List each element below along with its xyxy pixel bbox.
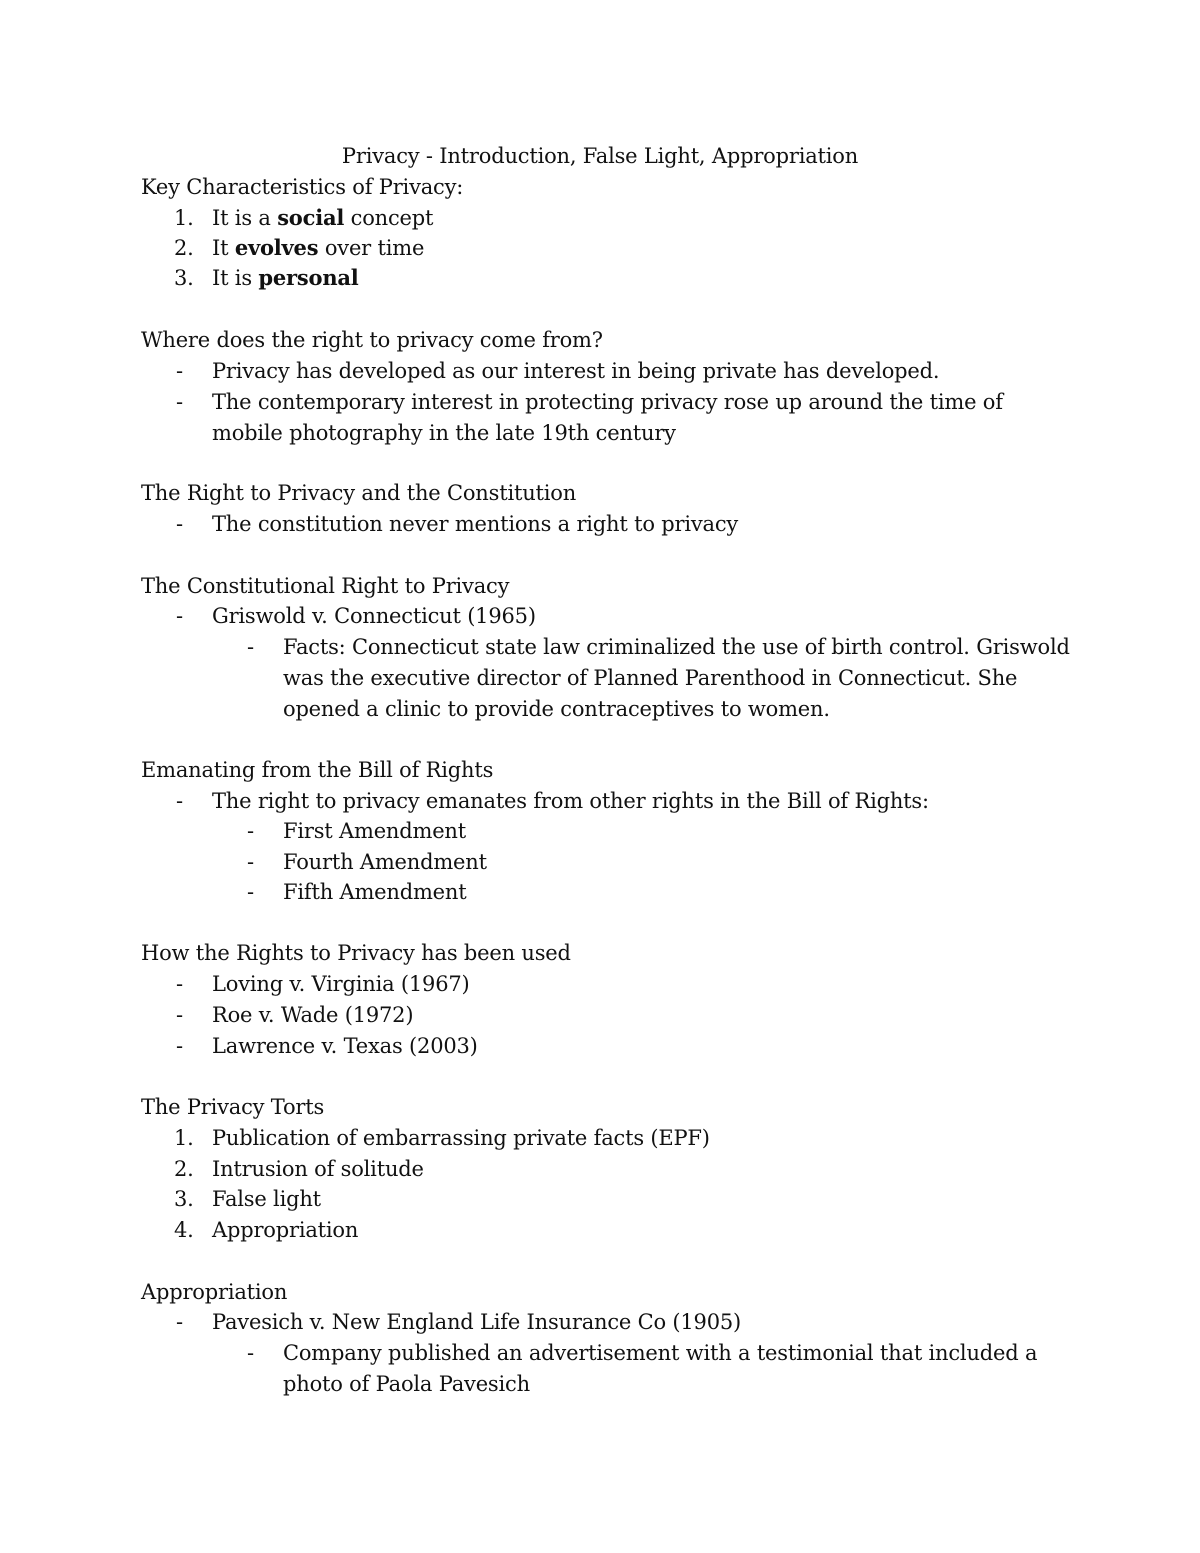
bullet-dash: -: [176, 512, 183, 536]
list-item: It evolves over time: [212, 235, 425, 260]
bullet-item: The constitution never mentions a right to privacy: [212, 512, 739, 536]
sub-bullet-item: First Amendment: [283, 819, 466, 843]
bullet-item: Pavesich v. New England Life Insurance Co (1905): [212, 1310, 742, 1334]
list-marker: 1.: [174, 206, 194, 230]
bullet-item-continued: mobile photography in the late 19th century: [212, 421, 676, 445]
sub-bullet-item-continued: opened a clinic to provide contraceptives to women.: [283, 697, 830, 721]
list-item: Appropriation: [212, 1218, 359, 1242]
sub-bullet-item: Fifth Amendment: [283, 880, 467, 904]
section-heading-torts: The Privacy Torts: [141, 1095, 325, 1119]
page-title: Privacy - Introduction, False Light, Appropriation: [341, 144, 859, 168]
list-marker: 2.: [174, 236, 194, 260]
sub-bullet-dash: -: [247, 635, 254, 659]
list-item: It is a social concept: [212, 205, 434, 230]
section-heading-emanating: Emanating from the Bill of Rights: [141, 758, 494, 782]
sub-bullet-dash: -: [247, 880, 254, 904]
bold-term: social: [277, 205, 345, 230]
list-marker: 2.: [174, 1157, 194, 1181]
section-heading-constitution: The Right to Privacy and the Constitution: [141, 481, 577, 505]
bullet-dash: -: [176, 604, 183, 628]
bold-term: personal: [258, 265, 359, 290]
bullet-dash: -: [176, 1034, 183, 1058]
list-item: It is personal: [212, 265, 359, 290]
bullet-item: Roe v. Wade (1972): [212, 1003, 414, 1027]
list-marker: 3.: [174, 266, 194, 290]
sub-bullet-item: Company published an advertisement with a testimonial that included a: [283, 1341, 1038, 1365]
sub-bullet-dash: -: [247, 1341, 254, 1365]
section-heading-used: How the Rights to Privacy has been used: [141, 941, 571, 965]
section-heading-constitutional-right: The Constitutional Right to Privacy: [141, 574, 510, 598]
list-item: False light: [212, 1187, 321, 1211]
bullet-item: Griswold v. Connecticut (1965): [212, 604, 536, 628]
sub-bullet-item: Fourth Amendment: [283, 850, 487, 874]
section-heading-origin: Where does the right to privacy come from?: [141, 328, 603, 352]
bullet-dash: -: [176, 390, 183, 414]
section-heading-key-characteristics: Key Characteristics of Privacy:: [141, 175, 464, 199]
section-heading-appropriation: Appropriation: [141, 1280, 288, 1304]
bold-term: evolves: [234, 235, 319, 260]
sub-bullet-item: Facts: Connecticut state law criminalized the use of birth control. Griswold: [283, 635, 1070, 659]
bullet-dash: -: [176, 1310, 183, 1334]
bullet-item: Loving v. Virginia (1967): [212, 972, 470, 996]
list-marker: 1.: [174, 1126, 194, 1150]
list-marker: 4.: [174, 1218, 194, 1242]
bullet-item: Lawrence v. Texas (2003): [212, 1034, 478, 1058]
list-item: Publication of embarrassing private facts (EPF): [212, 1126, 710, 1150]
bullet-item: The contemporary interest in protecting privacy rose up around the time of: [212, 390, 1003, 414]
bullet-dash: -: [176, 359, 183, 383]
bullet-dash: -: [176, 789, 183, 813]
bullet-dash: -: [176, 972, 183, 996]
sub-bullet-item-continued: photo of Paola Pavesich: [283, 1372, 530, 1396]
bullet-item: Privacy has developed as our interest in being private has developed.: [212, 359, 940, 383]
sub-bullet-dash: -: [247, 850, 254, 874]
bullet-item: The right to privacy emanates from other rights in the Bill of Rights:: [212, 789, 929, 813]
bullet-dash: -: [176, 1003, 183, 1027]
sub-bullet-dash: -: [247, 819, 254, 843]
list-marker: 3.: [174, 1187, 194, 1211]
list-item: Intrusion of solitude: [212, 1157, 424, 1181]
sub-bullet-item-continued: was the executive director of Planned Parenthood in Connecticut. She: [283, 666, 1018, 690]
